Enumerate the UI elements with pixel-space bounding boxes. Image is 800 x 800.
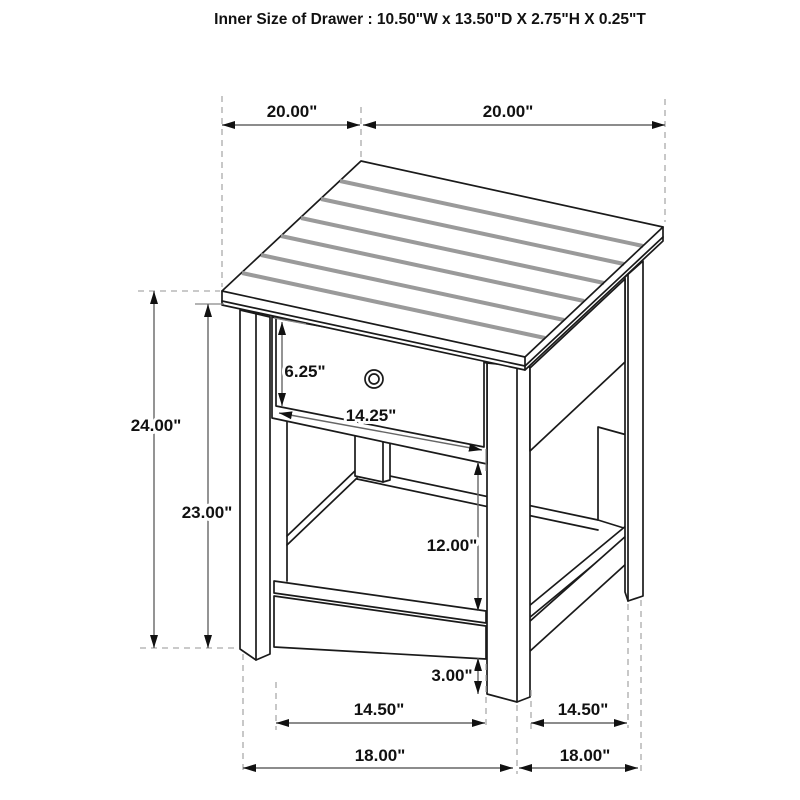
dim-heights [131,291,238,648]
left-stretcher-bottom [287,478,357,545]
overall-height-label: 24.00" [130,416,182,435]
front-leg [487,363,530,702]
diagram-title: Inner Size of Drawer : 10.50"W x 13.50"D X 2.75"H X 0.25"T [214,11,646,28]
shelf-depth-label: 14.50" [557,700,609,719]
left-stretcher-top [287,469,357,536]
leg-height-label: 23.00" [181,503,233,522]
shelf-width-label: 14.50" [353,700,405,719]
top-depth-label: 20.00" [482,102,534,121]
base-clearance-label: 3.00" [431,666,473,685]
left-leg [240,310,270,660]
top-width-label: 20.00" [266,102,318,121]
base-depth-label: 18.00" [559,746,611,765]
base-width-label: 18.00" [354,746,406,765]
right-inner-panel [598,427,627,529]
drawer-height-label: 6.25" [284,362,326,381]
drawer-width-label: 14.25" [345,406,397,425]
shelf-clearance-label: 12.00" [426,536,478,555]
dim-clearances [427,462,478,694]
